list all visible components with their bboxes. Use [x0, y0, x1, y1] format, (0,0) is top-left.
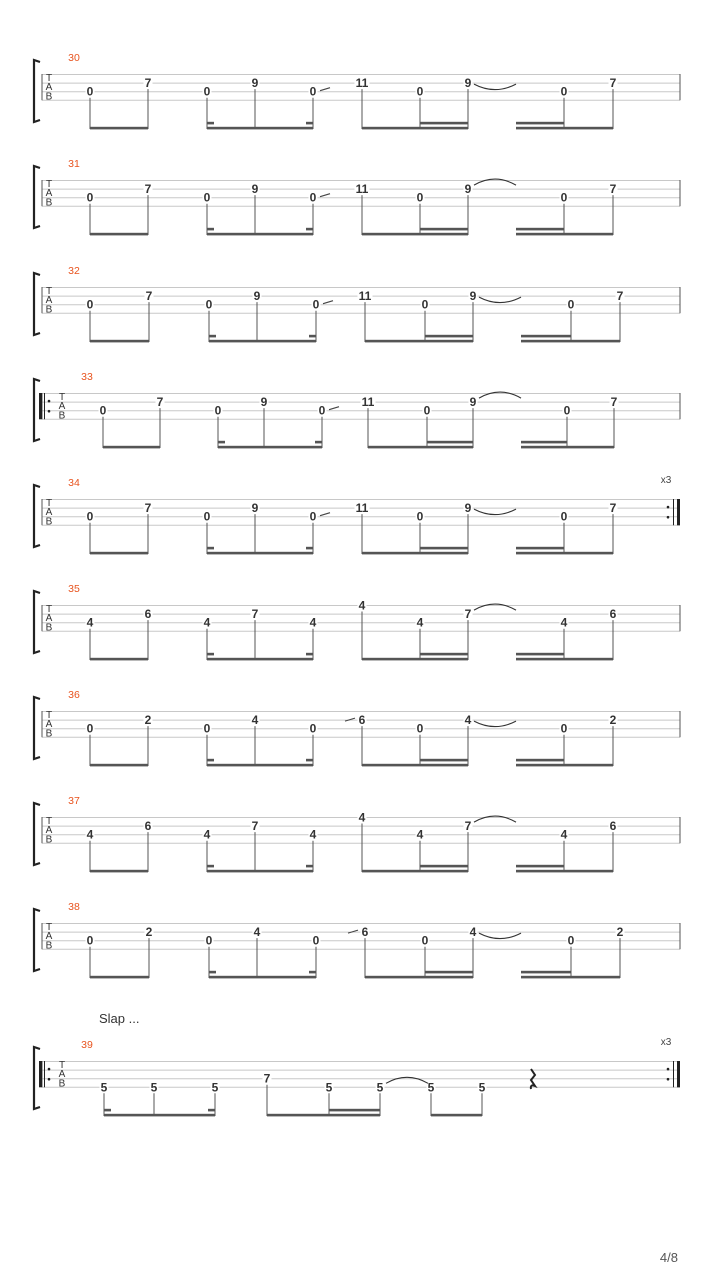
beam [207, 764, 313, 767]
beam [516, 233, 613, 236]
fret-number: 0 [214, 403, 222, 418]
tab-clef-letter: B [45, 728, 53, 740]
fret-number: 7 [144, 501, 152, 516]
beam [207, 658, 313, 661]
tab-clef-letter: A [45, 931, 53, 943]
fret-number: 11 [361, 395, 375, 410]
tab-clef-letter: B [45, 622, 53, 634]
fret-number: 0 [99, 403, 107, 418]
beam-16th [218, 441, 225, 444]
beam [362, 658, 468, 661]
tab-clef-letter: T [45, 286, 53, 297]
beam [521, 340, 620, 343]
system-bracket [34, 273, 40, 335]
fret-number: 2 [616, 925, 624, 940]
beam [516, 127, 613, 130]
beam [516, 870, 613, 873]
fret-number: 0 [560, 190, 568, 205]
tab-clef-letter: B [45, 834, 53, 846]
beam [365, 340, 473, 343]
fret-number: 7 [251, 819, 259, 834]
beam [362, 127, 468, 130]
beam-16th [207, 865, 214, 868]
fret-number: 4 [469, 925, 477, 940]
fret-number: 0 [416, 721, 424, 736]
fret-number: 0 [312, 933, 320, 948]
fret-number: 0 [309, 84, 317, 99]
fret-number: 2 [145, 925, 153, 940]
fret-number: 0 [560, 509, 568, 524]
beam [90, 764, 148, 767]
beam [90, 340, 149, 343]
beam-16th [306, 228, 313, 231]
beam-16th [516, 759, 564, 762]
tab-system-32 [34, 265, 680, 342]
tab-clef-letter: B [45, 516, 53, 528]
fret-number: 11 [358, 289, 372, 304]
fret-number: 0 [560, 721, 568, 736]
fret-number: 6 [609, 607, 617, 622]
repeat-dot [667, 1068, 670, 1071]
page-number: 4/8 [659, 1250, 678, 1265]
fret-number: 0 [203, 509, 211, 524]
system-bracket [34, 909, 40, 971]
repeat-end-thick-bar [677, 499, 680, 525]
tab-system-31 [34, 158, 680, 235]
tab-system-39 [34, 1037, 680, 1116]
tab-clef-letter: B [45, 91, 53, 103]
beam [365, 976, 473, 979]
fret-number: 7 [144, 76, 152, 91]
fret-number: 0 [205, 297, 213, 312]
beam-16th [420, 759, 468, 762]
fret-number: 4 [416, 827, 424, 842]
tab-system-37 [34, 795, 680, 872]
tab-clef-letter: T [45, 73, 53, 84]
beam [362, 764, 468, 767]
fret-number: 0 [86, 190, 94, 205]
beam-16th [427, 441, 473, 444]
tie-arc [474, 84, 516, 90]
fret-number: 0 [416, 190, 424, 205]
tab-clef-letter: B [45, 197, 53, 209]
beam-16th [306, 547, 313, 550]
fret-number: 0 [203, 721, 211, 736]
repeat-count: x3 [660, 475, 672, 486]
fret-number: 0 [421, 297, 429, 312]
beam-16th [516, 228, 564, 231]
measure-number: 38 [68, 901, 80, 913]
beam-16th [516, 865, 564, 868]
measure-number: 33 [81, 371, 93, 383]
slide-mark [320, 88, 330, 91]
fret-number: 0 [86, 721, 94, 736]
fret-number: 9 [260, 395, 268, 410]
slide-mark [329, 407, 339, 410]
tab-clef-letter: T [45, 922, 53, 933]
tab-clef-letter: T [58, 1060, 66, 1071]
fret-number: 0 [423, 403, 431, 418]
repeat-dot [48, 1068, 51, 1071]
beam-16th [309, 335, 316, 338]
tab-clef-letter: A [58, 401, 66, 413]
tab-system-30 [34, 52, 680, 129]
fret-number: 4 [309, 615, 317, 630]
beam-16th [420, 653, 468, 656]
system-bracket [34, 591, 40, 653]
repeat-count: x3 [660, 1037, 672, 1048]
fret-number: 7 [156, 395, 164, 410]
fret-number: 0 [309, 721, 317, 736]
fret-number: 5 [376, 1080, 384, 1095]
beam-16th [516, 122, 564, 125]
fret-number: 4 [560, 827, 568, 842]
fret-number: 5 [427, 1080, 435, 1095]
fret-number: 0 [86, 933, 94, 948]
beam-16th [207, 653, 214, 656]
repeat-end-thick-bar [677, 1061, 680, 1087]
beam [516, 552, 613, 555]
fret-number: 5 [100, 1080, 108, 1095]
repeat-dot [667, 506, 670, 509]
fret-number: 4 [203, 615, 211, 630]
tab-clef-letter: A [45, 295, 53, 307]
fret-number: 9 [469, 395, 477, 410]
fret-number: 7 [609, 501, 617, 516]
fret-number: 7 [609, 182, 617, 197]
system-bracket [34, 485, 40, 547]
tab-clef-letter: B [58, 1078, 66, 1090]
beam-16th [309, 971, 316, 974]
beam [209, 976, 316, 979]
fret-number: 0 [86, 84, 94, 99]
system-bracket [34, 60, 40, 122]
measure-number: 34 [68, 477, 80, 489]
beam-16th [315, 441, 322, 444]
beam-16th [420, 865, 468, 868]
beam-16th [207, 547, 214, 550]
beam [362, 233, 468, 236]
beam [516, 658, 613, 661]
tab-clef-letter: A [58, 1069, 66, 1081]
fret-number: 7 [616, 289, 624, 304]
fret-number: 0 [205, 933, 213, 948]
beam [90, 552, 148, 555]
fret-number: 0 [86, 509, 94, 524]
system-bracket [34, 697, 40, 759]
fret-number: 6 [144, 819, 152, 834]
fret-number: 9 [251, 182, 259, 197]
beam [516, 764, 613, 767]
beam [90, 233, 148, 236]
tab-clef-letter: T [45, 179, 53, 190]
fret-number: 4 [251, 713, 259, 728]
repeat-dot [48, 410, 51, 413]
system-bracket [34, 803, 40, 865]
tab-system-36 [34, 689, 680, 766]
beam [90, 976, 149, 979]
beam-16th [207, 228, 214, 231]
tab-clef-letter: T [45, 604, 53, 615]
fret-number: 5 [325, 1080, 333, 1095]
repeat-dot [667, 1078, 670, 1081]
beam-16th [420, 228, 468, 231]
beam [207, 127, 313, 130]
beam [207, 552, 313, 555]
tie-arc [474, 721, 516, 727]
fret-number: 9 [253, 289, 261, 304]
fret-number: 0 [567, 297, 575, 312]
tab-clef-letter: T [45, 710, 53, 721]
fret-number: 2 [609, 713, 617, 728]
tab-clef-letter: A [45, 719, 53, 731]
beam [267, 1114, 380, 1117]
tab-clef-letter: A [45, 82, 53, 94]
beam [209, 340, 316, 343]
slide-mark [320, 194, 330, 197]
fret-number: 6 [361, 925, 369, 940]
beam-16th [306, 759, 313, 762]
tie-arc [479, 297, 521, 303]
tab-clef-letter: A [45, 825, 53, 837]
beam-16th [104, 1109, 111, 1112]
beam [207, 870, 313, 873]
measure-number: 39 [81, 1039, 93, 1051]
repeat-dot [48, 1078, 51, 1081]
fret-number: 4 [358, 598, 366, 613]
beam-16th [516, 653, 564, 656]
beam [362, 870, 468, 873]
beam [90, 127, 148, 130]
measure-number: 37 [68, 795, 80, 807]
fret-number: 7 [144, 182, 152, 197]
tab-clef-letter: B [45, 304, 53, 316]
fret-number: 9 [464, 182, 472, 197]
beam-16th [306, 653, 313, 656]
tab-system-33 [34, 371, 680, 448]
beam-16th [420, 547, 468, 550]
fret-number: 0 [312, 297, 320, 312]
beam [521, 976, 620, 979]
fret-number: 7 [464, 607, 472, 622]
beam-16th [209, 971, 216, 974]
fret-number: 4 [253, 925, 261, 940]
fret-number: 9 [464, 76, 472, 91]
tie-arc [479, 933, 521, 939]
beam [90, 658, 148, 661]
tab-clef-letter: A [45, 188, 53, 200]
beam [368, 446, 473, 449]
repeat-dot [48, 400, 51, 403]
fret-number: 0 [203, 84, 211, 99]
tab-clef-letter: A [45, 507, 53, 519]
measure-number: 30 [68, 52, 80, 64]
beam-16th [306, 865, 313, 868]
fret-number: 4 [309, 827, 317, 842]
fret-number: 6 [144, 607, 152, 622]
system-bracket [34, 166, 40, 228]
beam [207, 233, 313, 236]
tab-clef-letter: T [45, 816, 53, 827]
fret-number: 7 [251, 607, 259, 622]
slap-annotation: Slap ... [99, 1011, 140, 1026]
fret-number: 7 [263, 1071, 271, 1086]
fret-number: 6 [609, 819, 617, 834]
fret-number: 4 [86, 827, 94, 842]
fret-number: 0 [421, 933, 429, 948]
repeat-dot [667, 516, 670, 519]
beam [362, 552, 468, 555]
fret-number: 9 [251, 501, 259, 516]
fret-number: 9 [464, 501, 472, 516]
beam-16th [208, 1109, 215, 1112]
repeat-start-thick-bar [39, 1061, 42, 1087]
fret-number: 7 [464, 819, 472, 834]
fret-number: 2 [144, 713, 152, 728]
tab-clef-letter: B [58, 410, 66, 422]
beam-16th [420, 122, 468, 125]
beam [104, 1114, 215, 1117]
beam-16th [425, 335, 473, 338]
slide-mark [320, 513, 330, 516]
fret-number: 7 [609, 76, 617, 91]
fret-number: 4 [416, 615, 424, 630]
fret-number: 0 [309, 190, 317, 205]
measure-number: 31 [68, 158, 80, 170]
beam [218, 446, 322, 449]
tie-arc [474, 509, 516, 514]
slide-mark [323, 301, 333, 304]
beam [103, 446, 160, 449]
tab-clef-letter: T [58, 392, 66, 403]
beam-16th [207, 759, 214, 762]
fret-number: 5 [150, 1080, 158, 1095]
fret-number: 4 [86, 615, 94, 630]
fret-number: 0 [86, 297, 94, 312]
fret-number: 0 [567, 933, 575, 948]
fret-number: 7 [145, 289, 153, 304]
fret-number: 4 [464, 713, 472, 728]
beam-16th [329, 1109, 380, 1112]
fret-number: 4 [358, 810, 366, 825]
tab-clef-letter: A [45, 613, 53, 625]
tab-system-38 [34, 901, 680, 978]
fret-number: 5 [211, 1080, 219, 1095]
beam-16th [521, 335, 571, 338]
fret-number: 9 [251, 76, 259, 91]
fret-number: 0 [318, 403, 326, 418]
fret-number: 11 [355, 182, 369, 197]
fret-number: 0 [563, 403, 571, 418]
beam [90, 870, 148, 873]
beam-16th [425, 971, 473, 974]
fret-number: 6 [358, 713, 366, 728]
fret-number: 0 [203, 190, 211, 205]
fret-number: 11 [355, 501, 369, 516]
beam [521, 446, 614, 449]
fret-number: 7 [610, 395, 618, 410]
tab-clef-letter: T [45, 498, 53, 509]
tab-system-34 [34, 475, 680, 554]
fret-number: 0 [309, 509, 317, 524]
beam-16th [521, 971, 571, 974]
fret-number: 0 [416, 509, 424, 524]
fret-number: 4 [560, 615, 568, 630]
measure-number: 36 [68, 689, 80, 701]
beam-16th [306, 122, 313, 125]
fret-number: 11 [355, 76, 369, 91]
beam-16th [207, 122, 214, 125]
tab-clef-letter: B [45, 940, 53, 952]
fret-number: 4 [203, 827, 211, 842]
measure-number: 35 [68, 583, 80, 595]
beam-16th [516, 547, 564, 550]
beam [431, 1114, 482, 1117]
repeat-start-thick-bar [39, 393, 42, 419]
fret-number: 0 [416, 84, 424, 99]
fret-number: 9 [469, 289, 477, 304]
measure-number: 32 [68, 265, 80, 277]
beam-16th [521, 441, 567, 444]
beam-16th [209, 335, 216, 338]
fret-number: 0 [560, 84, 568, 99]
tab-system-35 [34, 583, 680, 660]
fret-number: 5 [478, 1080, 486, 1095]
